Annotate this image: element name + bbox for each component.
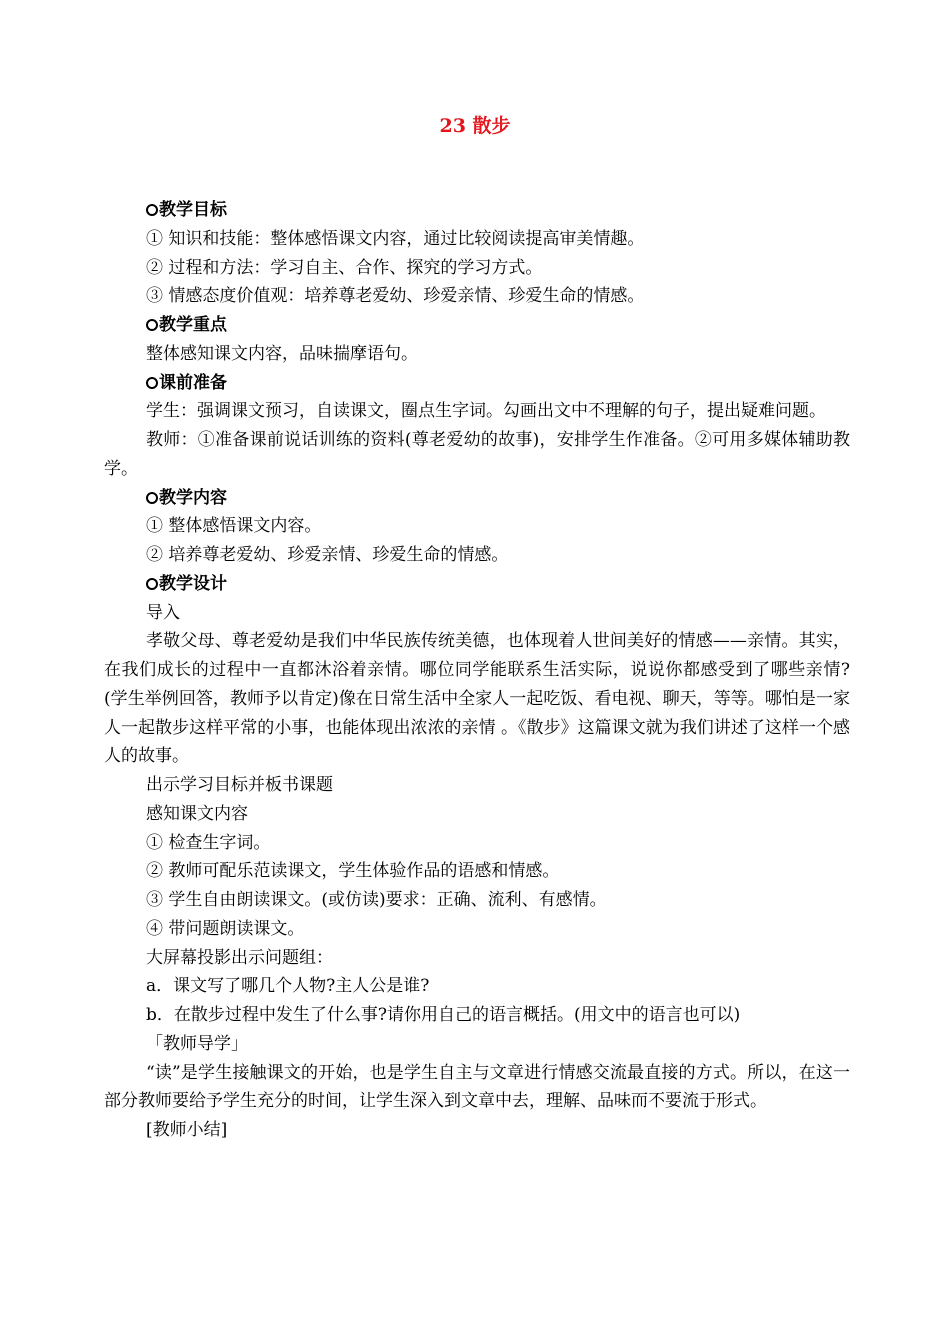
- document-body: [104, 196, 850, 1145]
- perceive-item: ④ 带问题朗读课文。: [146, 918, 305, 939]
- circle-bullet-icon: [146, 492, 158, 504]
- circle-bullet-icon: [146, 319, 158, 331]
- content-item: ① 整体感悟课文内容。: [146, 516, 322, 537]
- show-goals-text: 出示学习目标并板书课题: [146, 775, 333, 795]
- question-item: b．在散步过程中发生了什么事?请你用自己的语言概括。(用文中的语言也可以): [146, 1005, 741, 1025]
- teacher-guide-text: “读”是学生接触课文的开始，也是学生自主与文章进行情感交流最直接的方式。所以，在这一部分教师要给予学生充分的时间，让学生深入到文章中去，理解、品味而不要流于形式。: [104, 1062, 850, 1112]
- perceive-item: ② 教师可配乐范读课文，学生体验作品的语感和情感。: [146, 861, 560, 882]
- perceive-item: ③ 学生自由朗读课文。(或仿读)要求：正确、流利、有感情。: [146, 890, 607, 910]
- intro-text: 孝敬父母、尊老爱幼是我们中华民族传统美德，也体现着人世间美好的情感——亲情。其实，在我们成长的过程中一直都沐浴着亲情。哪位同学能联系生活实际，说说你都感受到了哪些亲情?(学生举例回答，教师予以肯定)像在日常生活中全家人一起吃饭、看电视、聊天，等等。哪怕是一家人一起散步这样平常的小事，也能体现出浓浓的亲情 。《散步》这篇课文就为我们讲述了这样一个感人的故事。: [104, 631, 850, 767]
- section-heading-content: 教学内容: [104, 484, 850, 513]
- circle-bullet-icon: [146, 204, 158, 216]
- perceive-item: ① 检查生字词。: [146, 832, 271, 853]
- circle-bullet-icon: [146, 578, 158, 590]
- preparation-student: 学生：强调课文预习，自读课文，圈点生字词。勾画出文中不理解的句子，提出疑难问题。: [146, 401, 826, 422]
- section-heading-objectives: 教学目标: [104, 196, 850, 225]
- projection-label: 大屏幕投影出示问题组：: [146, 947, 333, 968]
- objective-item: ① 知识和技能：整体感悟课文内容，通过比较阅读提高审美情趣。: [146, 228, 645, 249]
- objective-item: ② 过程和方法：学习自主、合作、探究的学习方式。: [146, 257, 543, 278]
- focus-text: 整体感知课文内容，品味揣摩语句。: [146, 343, 418, 364]
- question-item: a．课文写了哪几个人物?主人公是谁?: [146, 976, 430, 997]
- section-heading-design: 教学设计: [104, 570, 850, 599]
- section-heading-focus: 教学重点: [104, 311, 850, 340]
- content-item: ② 培养尊老爱幼、珍爱亲情、珍爱生命的情感。: [146, 545, 509, 565]
- teacher-guide-label: 「教师导学」: [146, 1033, 248, 1054]
- perceive-label: 感知课文内容: [146, 803, 248, 824]
- document-title: 23 散步: [439, 115, 511, 137]
- objective-item: ③ 情感态度价值观：培养尊老爱幼、珍爱亲情、珍爱生命的情感。: [146, 286, 645, 307]
- preparation-teacher: 教师：①准备课前说话训练的资料(尊老爱幼的故事)，安排学生作准备。②可用多媒体辅助教学。: [104, 430, 850, 479]
- circle-bullet-icon: [146, 377, 158, 389]
- teacher-summary-label: [教师小结]: [146, 1120, 228, 1140]
- section-heading-preparation: 课前准备: [104, 369, 850, 398]
- intro-label: 导入: [146, 602, 180, 623]
